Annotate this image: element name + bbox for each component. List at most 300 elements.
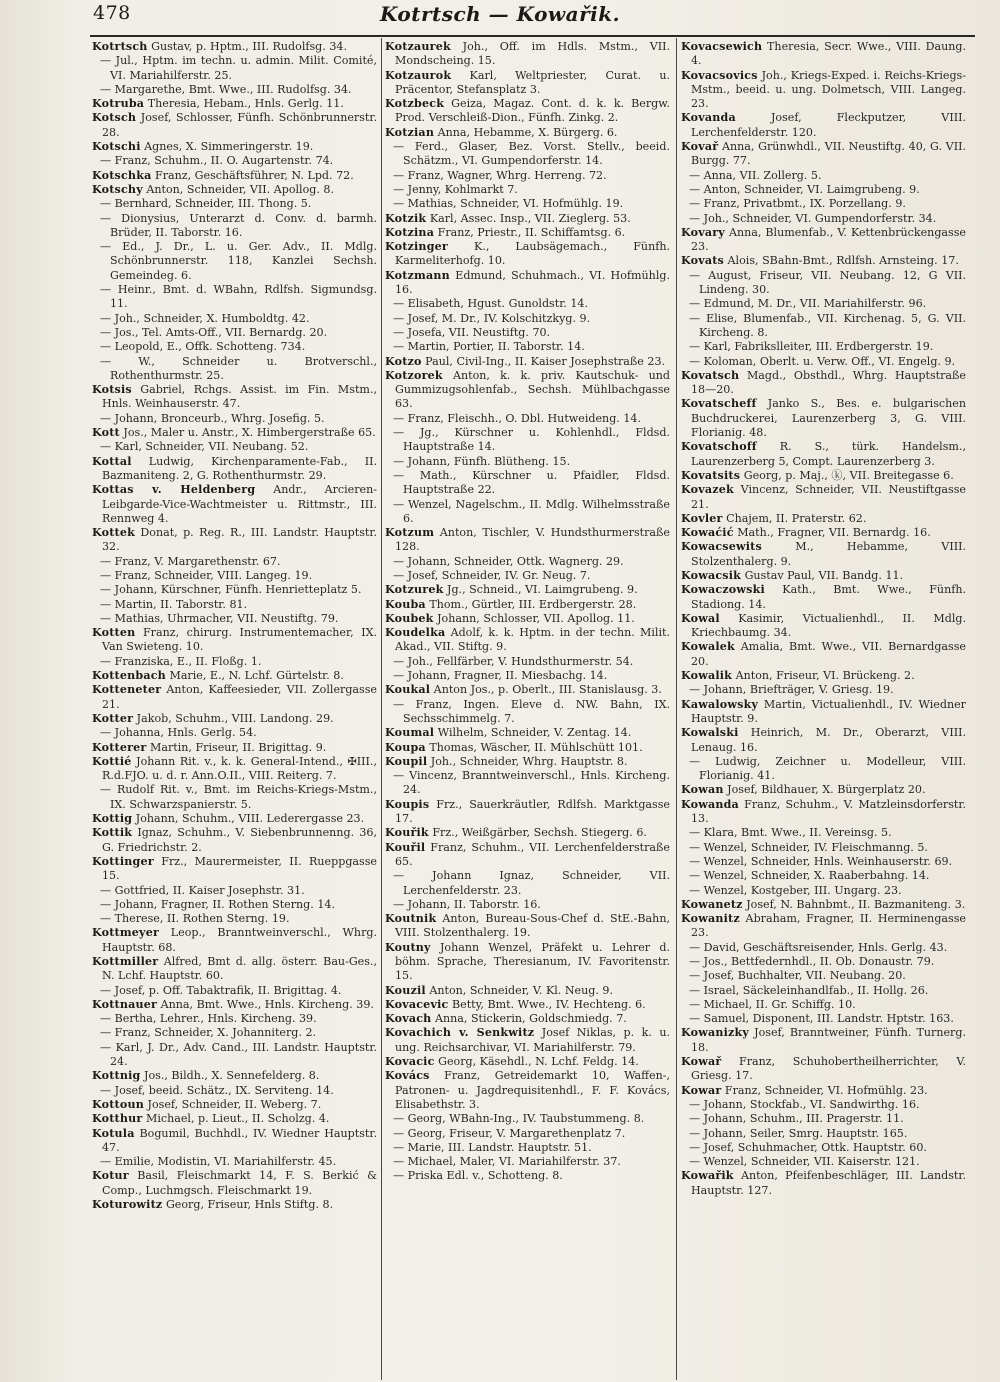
entry-surname: Kotzurek [385,583,444,597]
entry-surname: Kovary [681,225,725,239]
directory-subentry [385,340,670,354]
entry-details: Adolf, k. k. Hptm. in der techn. Milit. Akad., VII. Stiftg. 9. [395,626,670,654]
entry-details: — Martin, II. Taborstr. 81. [100,597,248,611]
entry-details: — Josef, beeid. Schätz., IX. Serviteng. 14. [100,1083,334,1097]
entry-details: Johann, Schuhm., VIII. Lederergasse 23. [132,812,365,826]
entry-surname: Kottmiller [92,955,159,968]
entry-details: — Johann, Fünfh. Blütheng. 15. [393,454,571,468]
directory-subentry [681,855,966,869]
directory-subentry [681,969,966,983]
entry-details: Martin, Friseur, II. Brigittag. 9. [146,740,327,754]
entry-details: — Johann, Fragner, II. Rothen Sterng. 14. [100,897,335,911]
entry-surname: Kowan [681,783,724,797]
entry-details: — Karl, Schneider, VII. Neubang. 52. [100,440,309,454]
entry-details: Heinrich, M. Dr., Oberarzt, VIII. Lenaug. 16. [691,726,966,754]
entry-details: Amalia, Bmt. Wwe., VII. Bernardgasse 20. [691,640,966,668]
directory-subentry [681,1127,966,1141]
directory-entry [681,397,966,440]
directory-subentry [385,498,670,527]
entry-details: — Vincenz, Branntweinverschl., Hnls. Kircheng. 24. [393,769,670,797]
entry-details: — Math., Kürschner u. Pfaidler, Fldsd. Hauptstraße 22. [393,468,670,497]
entry-details: Johann Wenzel, Präfekt u. Lehrer d. böhm. Sprache, Theresianum, IV. Favoritenstr. 15. [395,940,670,983]
directory-entry [92,812,377,826]
entry-details: — Ludwig, Zeichner u. Modelleur, VIII. Florianig. 41. [689,754,966,783]
entry-details: Frz., Weißgärber, Sechsh. Stiegerg. 6. [428,826,647,840]
directory-subentry [681,297,966,311]
entry-surname: Kovacsewich [681,40,763,53]
directory-subentry [385,1112,670,1126]
entry-surname: Kovler [681,511,723,525]
directory-subentry [681,884,966,898]
entry-details: — Johann, Kürschner, Fünfh. Henrietteplatz 5. [100,583,362,597]
entry-details: — Johann, Seiler, Smrg. Hauptstr. 165. [689,1126,908,1140]
directory-entry [92,40,377,54]
entry-surname: Kottal [92,454,132,468]
entry-details: — Johann, Schuhm., III. Pragerstr. 11. [689,1112,904,1126]
entry-details: — Johann, Stockfab., VI. Sandwirthg. 16. [689,1097,920,1111]
directory-entry [385,612,670,626]
directory-entry [385,40,670,69]
directory-entry [92,1127,377,1156]
directory-entry [681,140,966,169]
entry-details: — Samuel, Disponent, III. Landstr. Hptstr. 163. [689,1012,954,1026]
entry-details: Ignaz, Schuhm., V. Siebenbrunnenng. 36, G. Friedrichstr. 2. [102,826,377,854]
entry-details: — Karl, J. Dr., Adv. Cand., III. Landstr. Hauptstr. 24. [100,1040,377,1069]
entry-details: — David, Geschäftsreisender, Hnls. Gerlg. 43. [689,940,948,954]
directory-subentry [681,1012,966,1026]
directory-subentry [681,269,966,298]
entry-details: Bogumil, Buchhdl., IV. Wiedner Hauptstr. 47. [102,1126,377,1154]
entry-details: Magd., Obsthdl., Whrg. Hauptstraße 18—20. [691,368,966,397]
directory-subentry [92,1084,377,1098]
entry-details: Betty, Bmt. Wwe., IV. Hechteng. 6. [448,997,646,1011]
entry-details: — Therese, II. Rothen Sterng. 19. [100,912,290,926]
directory-entry [385,841,670,870]
entry-details: — Priska Edl. v., Schotteng. 8. [393,1169,563,1183]
directory-entry [681,540,966,569]
directory-entry [92,455,377,484]
directory-entry [385,998,670,1012]
entry-surname: Kawalowsky [681,697,759,711]
entry-details: — Ed., J. Dr., L. u. Ger. Adv., II. Mdlg. Schönbrunnerstr. 118, Kanzlei Sechsh. Gemeindeg. 6. [100,240,377,282]
entry-details: Gustav Paul, VII. Bandg. 11. [741,568,904,582]
entry-surname: Kowar [681,1083,722,1097]
entry-surname: Kowanetz [681,897,743,911]
entry-details: Josef, Schlosser, Fünfh. Schönbrunnerstr. 28. [102,111,377,139]
directory-entry [681,40,966,69]
directory-entry [385,212,670,226]
directory-subentry [92,898,377,912]
directory-entry [92,483,377,526]
directory-entry [385,726,670,740]
entry-details: Abraham, Fragner, II. Herminengasse 23. [691,912,966,940]
directory-entry [92,626,377,655]
entry-surname: Kovach [385,1012,432,1026]
entry-details: — Karl, Fabrikslleiter, III. Erdbergerstr. 19. [689,340,934,354]
entry-details: Vincenz, Schneider, VII. Neustiftgasse 21. [691,483,966,511]
directory-subentry [92,555,377,569]
entry-surname: Kotzo [385,354,422,368]
entry-details: — Johann, Bronceurb., Whrg. Josefig. 5. [100,411,325,425]
directory-entry [681,1055,966,1084]
directory-subentry [681,1155,966,1169]
directory-entry [385,369,670,412]
entry-details: Joh., Off. im Hdls. Mstm., VII. Mondscheing. 15. [395,40,670,68]
entry-surname: Kovazek [681,483,734,497]
directory-entry [681,526,966,540]
entry-details: — Wenzel, Kostgeber, III. Ungarg. 23. [689,883,902,897]
directory-entry [385,1069,670,1112]
directory-entry [385,97,670,126]
entry-details: — Franz, Schuhm., II. O. Augartenstr. 74. [100,154,334,168]
directory-subentry [681,340,966,354]
column-divider [381,38,382,1380]
entry-details: Karl, Weltpriester, Curat. u. Präcentor, Stefansplatz 3. [395,68,670,96]
entry-details: Theresia, Secr. Wwe., VIII. Daung. 4. [691,40,966,68]
directory-entry [385,1012,670,1026]
entry-details: — Josef, Schuhmacher, Ottk. Hauptstr. 60. [689,1140,927,1154]
entry-surname: Kowanda [681,797,739,811]
entry-details: Anna, Grünwhdl., VII. Neustiftg. 40, G. VII. Burgg. 77. [691,140,966,168]
directory-entry [681,569,966,583]
directory-subentry [681,683,966,697]
directory-subentry [92,1026,377,1040]
entry-surname: Koupa [385,740,426,754]
directory-entry [92,1112,377,1126]
entry-details: Thom., Gürtler, III. Erdbergerstr. 28. [425,597,637,611]
directory-subentry [92,355,377,384]
entry-details: Franz, Priestr., II. Schiffamtsg. 6. [434,225,626,239]
directory-entry [92,755,377,784]
directory-subentry [385,1169,670,1183]
entry-details: — Wenzel, Schneider, VII. Kaiserstr. 121. [689,1155,920,1169]
directory-subentry [385,326,670,340]
entry-details: Josef, Fleckputzer, VIII. Lerchenfelderstr. 120. [691,111,966,139]
directory-subentry [92,83,377,97]
entry-details: — Franz, Schneider, VIII. Langeg. 19. [100,568,313,582]
entry-details: — Heinr., Bmt. d. WBahn, Rdlfsh. Sigmundsg. 11. [100,283,377,311]
directory-subentry [92,583,377,597]
directory-entry [92,741,377,755]
directory-entry [92,1069,377,1083]
entry-details: Paul, Civil-Ing., II. Kaiser Josephstraße 23. [421,354,666,368]
entry-details: Georg, p. Maj., ⓚ, VII. Breitegasse 6. [740,468,954,482]
directory-column-2 [385,40,670,1184]
entry-details: Ludwig, Kirchenparamente-Fab., II. Bazmaniteng. 2, G. Rothenthurmstr. 29. [102,454,377,482]
entry-details: Franz, Schuhm., V. Matzleinsdorferstr. 13. [691,797,966,826]
directory-column-1 [92,40,377,1212]
entry-details: — Johann, Fragner, II. Miesbachg. 14. [393,669,608,683]
entry-surname: Kotten [92,626,136,640]
directory-entry [681,898,966,912]
directory-subentry [681,355,966,369]
entry-details: — Gottfried, II. Kaiser Josephstr. 31. [100,883,305,897]
entry-details: Alois, SBahn-Bmt., Rdlfsh. Arnsteing. 17. [724,254,959,268]
directory-subentry [92,783,377,812]
directory-subentry [385,469,670,498]
directory-entry [385,683,670,697]
page-number: 478 [93,2,131,24]
entry-details: Anton Jos., p. Oberlt., III. Stanislausg. 3. [430,683,662,697]
entry-details: Georg, Käsehdl., N. Lchf. Feldg. 14. [434,1055,639,1069]
entry-surname: Koupis [385,797,430,811]
entry-surname: Kott [92,426,120,440]
directory-subentry [385,1155,670,1169]
entry-details: — Franz, V. Margarethenstr. 67. [100,554,281,568]
entry-details: Franz, Schneider, VI. Hofmühlg. 23. [721,1083,928,1097]
directory-entry [385,755,670,769]
directory-subentry [681,197,966,211]
entry-details: Josef, Branntweiner, Fünfh. Turnerg. 18. [691,1026,966,1054]
entry-details: — Franz, Privatbmt., IX. Porzellang. 9. [689,197,906,211]
directory-subentry [385,1141,670,1155]
entry-details: — Joh., Fellfärber, V. Hundsthurmerstr. 54. [393,654,634,668]
entry-surname: Kotsch [92,111,137,125]
directory-entry [92,111,377,140]
directory-subentry [385,555,670,569]
entry-surname: Koupil [385,754,428,768]
entry-details: Joh., Kriegs-Exped. i. Reichs-Kriegs-Mstm., beeid. u. ung. Dolmetsch, VIII. Langeg. 23. [691,68,966,111]
directory-entry [681,798,966,827]
directory-subentry [681,955,966,969]
entry-details: Georg, Friseur, Hnls Stiftg. 8. [162,1198,334,1212]
entry-details: — Michael, Maler, VI. Mariahilferstr. 37. [393,1155,621,1169]
directory-entry [385,355,670,369]
entry-surname: Kottinger [92,854,154,868]
directory-subentry [385,426,670,455]
entry-details: Joh., Schneider, Whrg. Hauptstr. 8. [427,754,628,768]
entry-surname: Kovacic [385,1055,435,1069]
directory-subentry [92,598,377,612]
directory-subentry [385,312,670,326]
directory-subentry [92,312,377,326]
directory-entry [385,912,670,941]
entry-surname: Kotzbeck [385,97,445,111]
entry-surname: Koubek [385,611,434,625]
directory-entry [385,798,670,827]
entry-details: — Anna, VII. Zollerg. 5. [689,168,822,182]
directory-subentry [681,183,966,197]
entry-details: Anton, Schneider, V. Kl. Neug. 9. [425,983,614,997]
directory-entry [681,1169,966,1198]
directory-subentry [385,569,670,583]
directory-entry [385,240,670,269]
entry-details: Josef, N. Bahnbmt., II. Bazmaniteng. 3. [742,897,966,911]
directory-entry [385,126,670,140]
entry-details: Karl, Assec. Insp., VII. Zieglerg. 53. [426,211,631,225]
directory-subentry [385,655,670,669]
entry-details: — Michael, II. Gr. Schiffg. 10. [689,997,856,1011]
entry-details: — Franz, Ingen. Eleve d. NW. Bahn, IX. Sechsschimmelg. 7. [393,697,670,725]
entry-details: — Georg, Friseur, V. Margarethenplatz 7. [393,1126,626,1140]
entry-surname: Kovař [681,140,719,154]
entry-surname: Kotula [92,1126,135,1140]
entry-details: — Wenzel, Schneider, X. Raaberbahng. 14. [689,869,930,883]
directory-entry [92,97,377,111]
entry-details: — August, Friseur, VII. Neubang. 12, G VII. Lindeng. 30. [689,268,966,297]
entry-surname: Kotzaurek [385,40,451,53]
entry-surname: Kottenbach [92,669,166,683]
directory-subentry [92,884,377,898]
directory-subentry [681,826,966,840]
directory-subentry [92,1041,377,1070]
directory-subentry [92,340,377,354]
directory-entry [385,826,670,840]
entry-details: Edmund, Schuhmach., VI. Hofmühlg. 16. [395,268,670,297]
entry-details: Johann, Schlosser, VII. Apollog. 11. [433,611,635,625]
directory-entry [681,111,966,140]
entry-surname: Kotrtsch [92,40,148,53]
entry-details: Gustav, p. Hptm., III. Rudolfsg. 34. [147,40,347,53]
entry-details: Martin, Victualienhdl., IV. Wiedner Hauptstr. 9. [691,697,966,725]
entry-details: Anton, Friseur, VI. Brückeng. 2. [732,669,915,683]
directory-subentry [92,912,377,926]
entry-surname: Koturowitz [92,1198,163,1212]
entry-details: — Elise, Blumenfab., VII. Kirchenag. 5, G. VII. Kircheng. 8. [689,311,966,339]
directory-entry [92,955,377,984]
entry-surname: Kottmeyer [92,926,159,940]
entry-details: Frz., Maurermeister, II. Rueppgasse 15. [102,854,377,883]
entry-details: — Josef, M. Dr., IV. Kolschitzkyg. 9. [393,311,591,325]
directory-entry [92,683,377,712]
entry-details: — Anton, Schneider, VI. Laimgrubeng. 9. [689,182,920,196]
entry-details: M., Hebamme, VIII. Stolzenthalerg. 9. [691,540,966,568]
directory-subentry [681,312,966,341]
entry-surname: Kotthur [92,1112,143,1126]
entry-details: — Josef, Schneider, IV. Gr. Neug. 7. [393,568,591,582]
entry-surname: Kotzik [385,211,427,225]
entry-details: — Johanna, Hnls. Gerlg. 54. [100,726,257,740]
entry-details: — Jenny, Kohlmarkt 7. [393,182,518,196]
entry-details: Anna, Bmt. Wwe., Hnls. Kircheng. 39. [157,997,374,1011]
entry-details: — Josef, p. Off. Tabaktrafik, II. Brigittag. 4. [100,983,342,997]
entry-details: — Josef, Buchhalter, VII. Neubang. 20. [689,969,906,983]
directory-subentry [92,240,377,283]
entry-details: R. S., türk. Handelsm., Laurenzerberg 5, Compt. Laurenzerberg 3. [691,440,966,468]
directory-subentry [681,841,966,855]
entry-details: Kasimir, Victualienhdl., II. Mdlg. Kriechbaumg. 34. [691,611,966,640]
directory-entry [385,741,670,755]
entry-details: — Wenzel, Nagelschm., II. Mdlg. Wilhelmsstraße 6. [393,497,670,525]
entry-details: — Dionysius, Unterarzt d. Conv. d. barmh. Brüder, II. Taborstr. 16. [100,211,377,239]
directory-subentry [385,412,670,426]
directory-subentry [92,154,377,168]
entry-surname: Kovatsits [681,468,741,482]
directory-entry [681,583,966,612]
directory-entry [681,669,966,683]
column-divider [676,38,677,1380]
entry-surname: Kowanizky [681,1026,750,1040]
directory-subentry [92,612,377,626]
entry-details: Gabriel, Rchgs. Assist. im Fin. Mstm., Hnls. Weinhauserstr. 47. [102,383,377,411]
directory-subentry [681,869,966,883]
entry-details: Anton, k. k. priv. Kautschuk- und Gummizugsohlenfab., Sechsh. Mühlbachgasse 63. [395,368,670,411]
entry-surname: Kovatschoff [681,440,757,454]
entry-details: — Leopold, E., Offk. Schotteng. 734. [100,340,306,354]
entry-surname: Kovacsovics [681,68,758,82]
entry-surname: Kovatscheff [681,397,757,411]
entry-details: — Margarethe, Bmt. Wwe., III. Rudolfsg. 34. [100,82,352,96]
directory-entry [92,383,377,412]
directory-subentry [385,698,670,727]
directory-entry [92,426,377,440]
entry-surname: Kotur [92,1169,129,1183]
entry-surname: Kowalek [681,640,735,654]
entry-details: Anna, Hebamme, X. Bürgerg. 6. [434,125,618,139]
entry-details: — Franziska, E., II. Floßg. 1. [100,654,262,668]
entry-details: Agnes, X. Simmeringerstr. 19. [140,140,314,154]
entry-surname: Kovacevic [385,997,449,1011]
entry-details: Franz, Schuhm., VII. Lerchenfelderstraße 65. [395,840,670,868]
entry-details: Janko S., Bes. e. bulgarischen Buchdruckerei, Laurenzerberg 3, G. VIII. Florianig. 48. [691,397,966,440]
entry-details: — Israel, Säckeleinhandlfab., II. Hollg. 26. [689,983,929,997]
directory-subentry [92,54,377,83]
entry-surname: Kotzmann [385,268,450,282]
directory-entry [92,855,377,884]
entry-details: Josef, Bildhauer, X. Bürgerplatz 20. [723,783,926,797]
directory-entry [385,626,670,655]
entry-surname: Kotschy [92,182,143,196]
directory-entry [92,712,377,726]
entry-details: Jg., Schneid., VI. Laimgrubeng. 9. [443,583,638,597]
directory-entry [681,226,966,255]
directory-subentry [681,984,966,998]
directory-entry [385,583,670,597]
directory-entry [92,826,377,855]
entry-details: — Joh., Schneider, VI. Gumpendorferstr. 34. [689,211,937,225]
entry-details: Josef Niklas, p. k. u. ung. Reichsarchivar, VI. Mariahilferstr. 79. [395,1026,671,1054]
directory-entry [681,1026,966,1055]
directory-entry [681,640,966,669]
entry-surname: Kowal [681,611,720,625]
directory-subentry [681,941,966,955]
directory-entry [385,1026,670,1055]
directory-subentry [92,326,377,340]
entry-details: — Jos., Bettfedernhdl., II. Ob. Donaustr. 79. [689,955,935,968]
entry-details: Donat, p. Reg. R., III. Landstr. Hauptstr. 32. [102,526,377,554]
entry-details: Anton, Schneider, VII. Apollog. 8. [142,182,335,196]
directory-entry [92,140,377,154]
entry-details: — Bernhard, Schneider, III. Thong. 5. [100,197,312,211]
entry-surname: Kotzian [385,125,435,139]
entry-details: — Franz, Wagner, Whrg. Herreng. 72. [393,168,607,182]
entry-surname: Kotzorek [385,368,443,382]
directory-subentry [385,898,670,912]
entry-details: Jos., Bildh., X. Sennefelderg. 8. [140,1069,320,1083]
entry-details: — Jos., Tel. Amts-Off., VII. Bernardg. 20. [100,325,328,339]
entry-details: Frz., Sauerkräutler, Rdlfsh. Marktgasse 17. [395,797,670,826]
entry-surname: Kottig [92,812,133,826]
directory-subentry [681,1098,966,1112]
directory-subentry [385,669,670,683]
entry-details: — Elisabeth, Hgust. Gunoldstr. 14. [393,297,588,311]
directory-entry [92,669,377,683]
entry-details: — Georg, WBahn-Ing., IV. Taubstummeng. 8. [393,1112,645,1126]
entry-details: Marie, E., N. Lchf. Gürtelstr. 8. [165,669,344,683]
entry-surname: Koukal [385,683,431,697]
directory-subentry [92,1155,377,1169]
entry-details: — Ferd., Glaser, Bez. Vorst. Stellv., beeid. Schätzm., VI. Gumpendorferstr. 14. [393,140,670,168]
entry-details: Franz, Getreidemarkt 10, Waffen-, Patronen- u. Jagdrequisitenhdl., F. F. Kovács, Elisabethstr. 3. [395,1069,670,1111]
entry-details: — Klara, Bmt. Wwe., II. Vereinsg. 5. [689,826,892,840]
entry-surname: Kotzina [385,225,435,239]
entry-details: Thomas, Wäscher, II. Mühlschütt 101. [425,740,643,754]
directory-entry [92,1098,377,1112]
directory-subentry [92,569,377,583]
entry-surname: Koutny [385,940,431,954]
entry-details: — Koloman, Oberlt. u. Verw. Off., VI. Engelg. 9. [689,354,956,368]
directory-entry [385,941,670,984]
